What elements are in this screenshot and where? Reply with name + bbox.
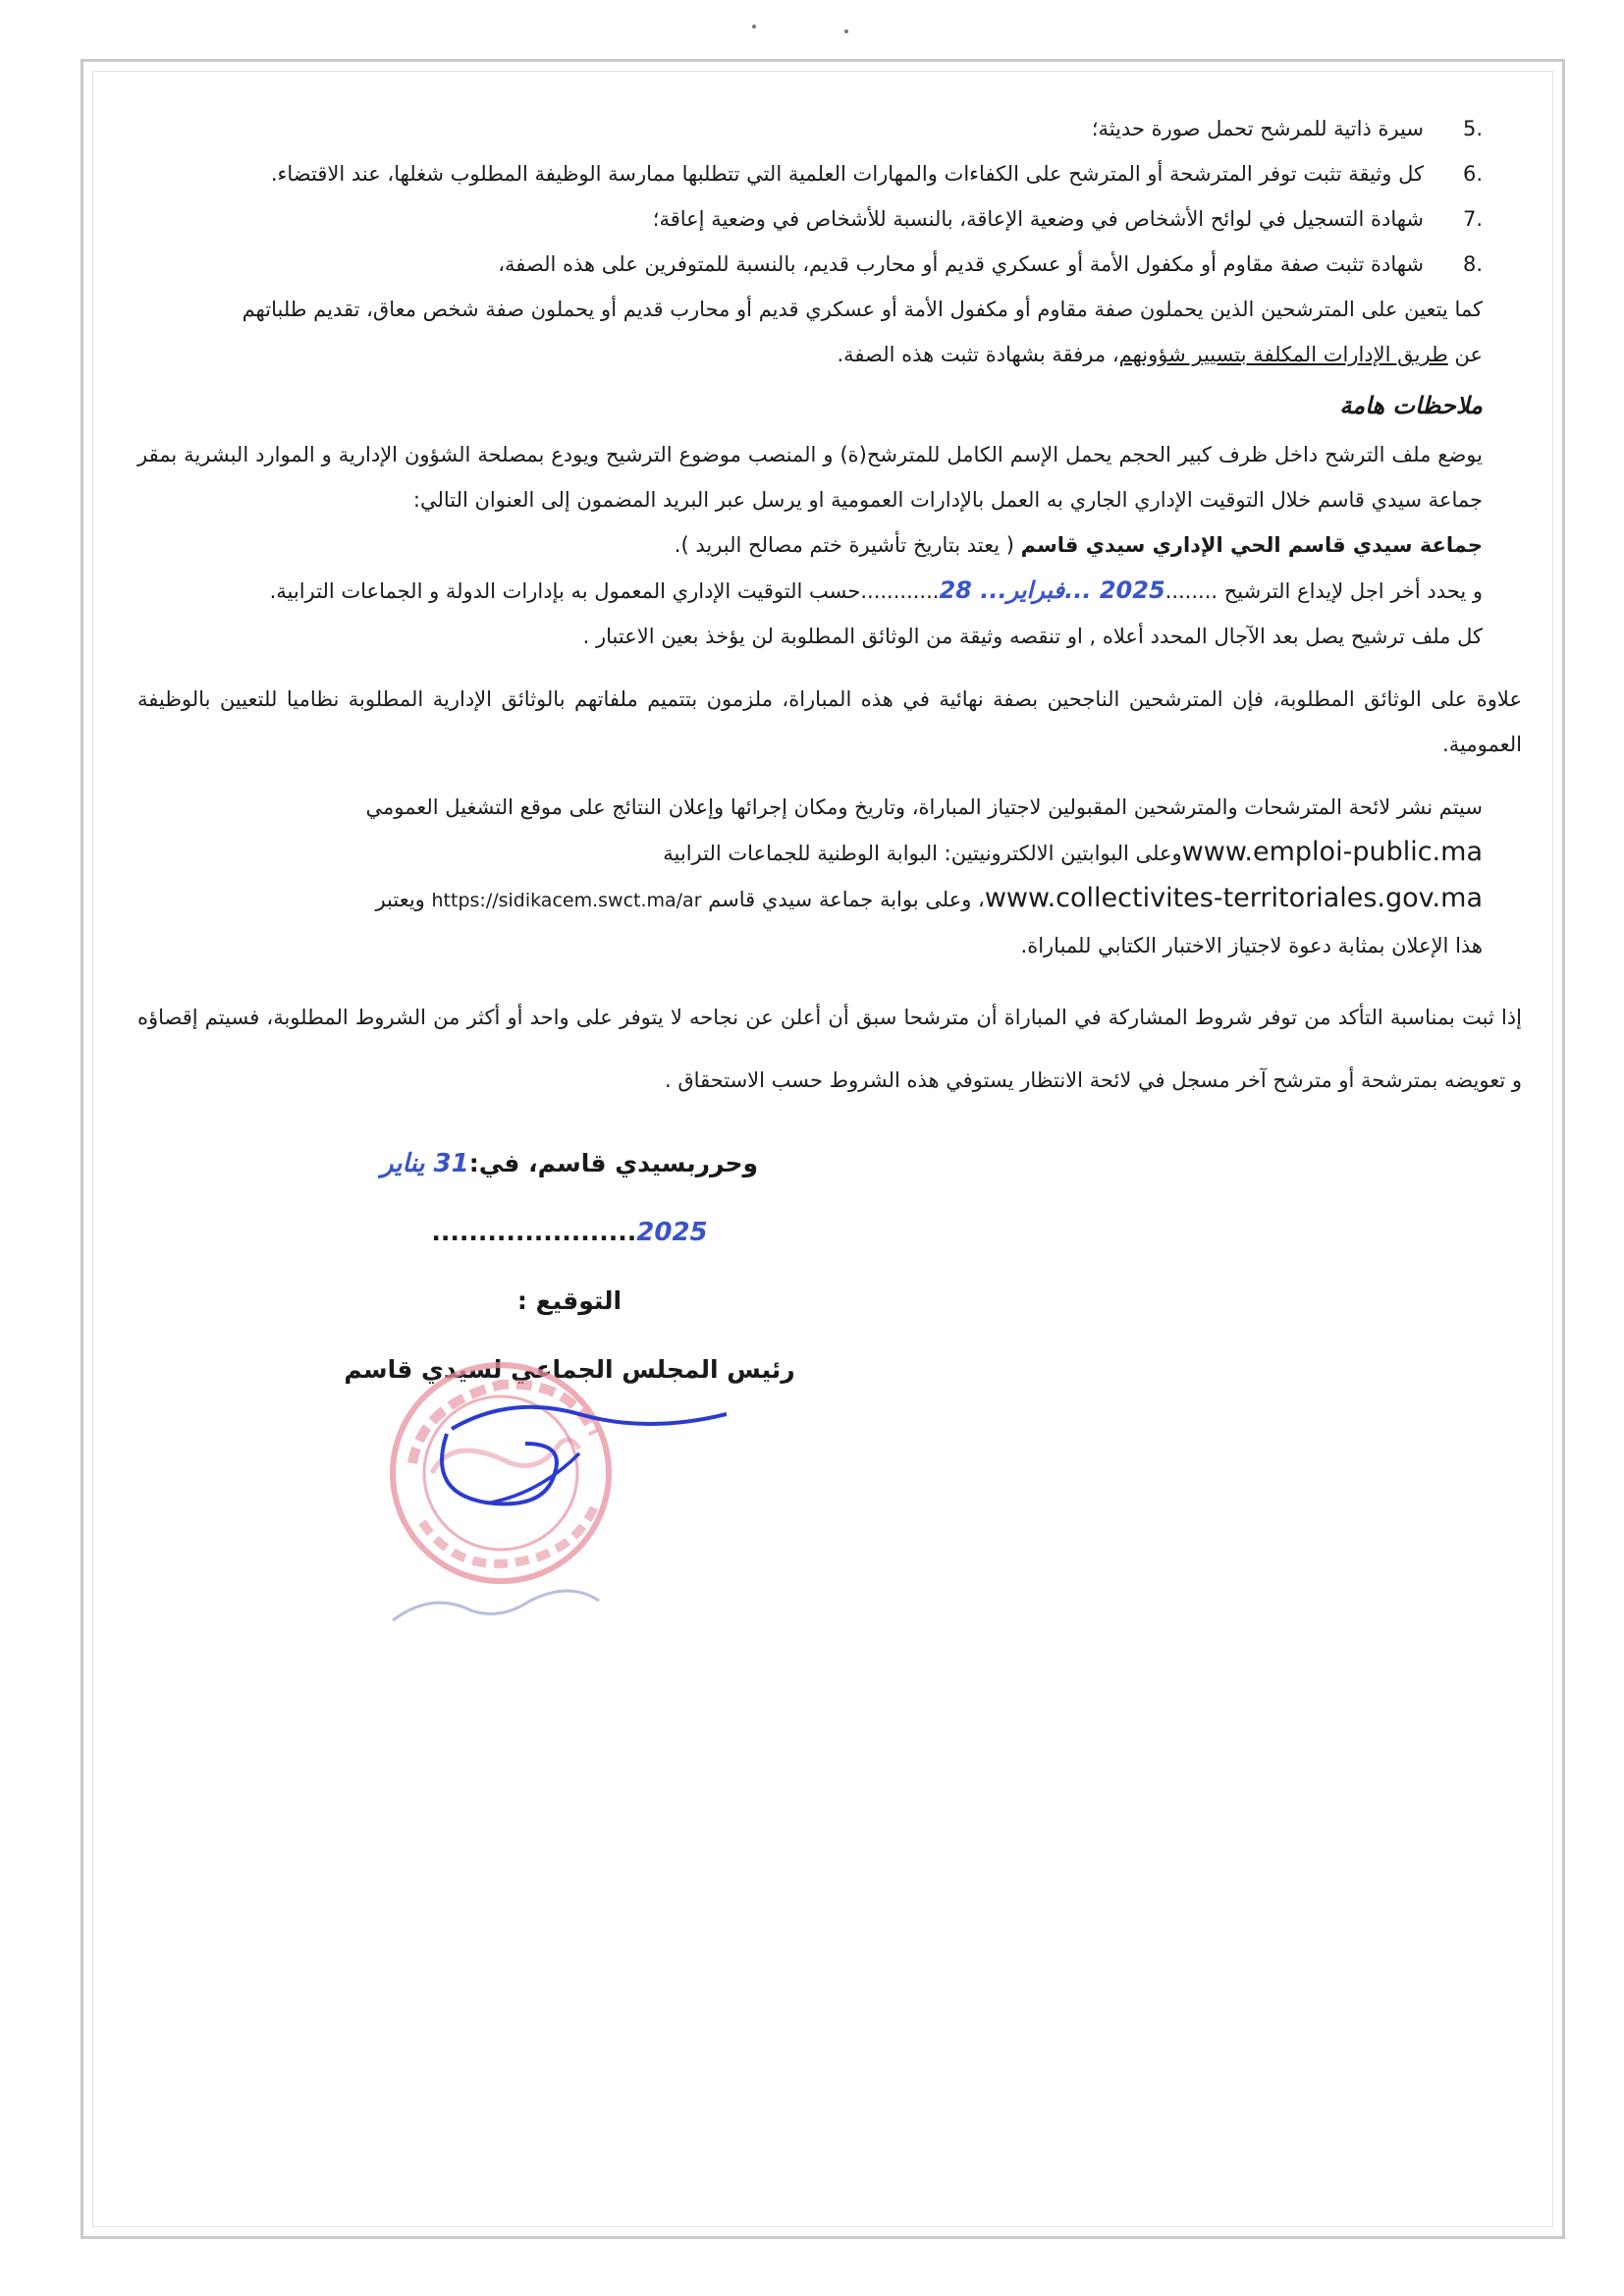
list-item: 7. شهادة التسجيل في لوائح الأشخاص في وضعية الإعاقة، بالنسبة للأشخاص في وضعية إعاقة؛ xyxy=(652,207,1483,231)
scan-speck xyxy=(752,25,756,28)
notes-heading: ملاحظات هامة xyxy=(1339,392,1483,419)
publication-line3: www.collectivites-territoriales.gov.ma، وعلى بوابة جماعة سيدي قاسم https://sidikacem.swct.ma/ar ويعتبر xyxy=(375,883,1483,913)
url-collectivites[interactable]: www.collectivites-territoriales.gov.ma xyxy=(984,883,1483,913)
veterans-paragraph-line2: عن طريق الإدارات المكلفة بتسيير شؤونهم، مرفقة بشهادة تثبت هذه الصفة. xyxy=(837,343,1483,366)
list-item: 8. شهادة تثبت صفة مقاوم أو مكفول الأمة أو عسكري قديم أو محارب قديم، بالنسبة للمتوفرين على هذه الصفة، xyxy=(498,252,1483,276)
submission-paragraph: يوضع ملف الترشح داخل ظرف كبير الحجم يحمل الإسم الكامل للمترشح(ة) و المنصب موضوع الترشيح ويودع بمصلحة الشؤون الإدارية و الموارد البشرية بمقر جماعة سيدي قاسم خلال التوقيت الإداري الجاري به العمل بالإدارات العمومية او يرسل عبر البريد المضمون إلى العنوان التالي: xyxy=(137,443,1483,512)
publication-line4: هذا الإعلان بمثابة دعوة لاجتياز الاختبار الكتابي للمباراة. xyxy=(1020,934,1483,957)
address-line: جماعة سيدي قاسم الحي الإداري سيدي قاسم ( يعتد بتاريخ تأشيرة ختم مصالح البريد ). xyxy=(674,533,1483,557)
signatory-title: رئيس المجلس الجماعي لسيدي قاسم xyxy=(344,1355,795,1384)
url-emploi-public[interactable]: www.emploi-public.ma xyxy=(1181,837,1483,867)
scan-speck xyxy=(844,29,848,33)
publication-line2: www.emploi-public.maوعلى البوابتين الالكترونيتين: البوابة الوطنية للجماعات الترابية xyxy=(663,837,1483,867)
document-body xyxy=(137,106,1522,1112)
successful-candidates-paragraph: علاوة على الوثائق المطلوبة، فإن المترشحين الناجحين بصفة نهائية في هذه المباراة، ملزمون بتتميم ملفاتهم بالوثائق الإدارية المطلوبة نظاميا للتعيين بالوظيفة العمومية. xyxy=(137,687,1522,756)
disqualification-paragraph: إذا ثبت بمناسبة التأكد من توفر شروط المشاركة في المباراة أن مترشحا سبق أن أعلن عن نجاحه لا يتوفر على واحد أو أكثر من الشروط المطلوبة، فسيتم إقصاؤه و تعويضه بمترشحة أو مترشح آخر مسجل في لائحة الانتظار يستوفي هذه الشروط حسب الاستحقاق . xyxy=(137,1006,1522,1092)
veterans-paragraph-line1: كما يتعين على المترشحين الذين يحملون صفة مقاوم أو مكفول الأمة أو عسكري قديم أو محارب قديم أو يحملون صفة شخص معاق، تقديم طلباتهم xyxy=(242,298,1483,321)
official-stamp-and-signature xyxy=(373,1336,727,1630)
signature-label: التوقيع : xyxy=(516,1286,623,1315)
list-item: 6. كل وثيقة تثبت توفر المترشحة أو المترشح على الكفاءات والمهارات العلمية التي تتطلبها ممارسة الوظيفة المطلوب شغلها، عند الاقتضاء. xyxy=(270,162,1483,186)
signed-at-line: وحرربسيدي قاسم، في:31 يناير 2025...................... xyxy=(380,1149,759,1247)
deadline-line: و يحدد أخر اجل لإيداع الترشيح ........2025 ...فبراير... 28............حسب التوقيت الإداري المعمول به بإدارات الدولة و الجماعات الترابية. xyxy=(269,576,1483,604)
list-item: 5. سيرة ذاتية للمرشح تحمل صورة حديثة؛ xyxy=(1091,117,1483,140)
publication-line1: سيتم نشر لائحة المترشحات والمترشحين المقبولين لاجتياز المباراة، وتاريخ ومكان إجرائها وإعلان النتائج على موقع التشغيل العمومي xyxy=(365,795,1483,819)
url-sidikacem[interactable]: https://sidikacem.swct.ma/ar xyxy=(431,890,702,911)
handwritten-deadline: 2025 ...فبراير... 28 xyxy=(939,576,1165,604)
late-files-paragraph: كل ملف ترشيح يصل بعد الآجال المحدد أعلاه , او تنقصه وثيقة من الوثائق المطلوبة لن يؤخذ بعين الاعتبار . xyxy=(582,625,1483,648)
handwritten-date: 31 يناير 2025 xyxy=(380,1149,708,1247)
